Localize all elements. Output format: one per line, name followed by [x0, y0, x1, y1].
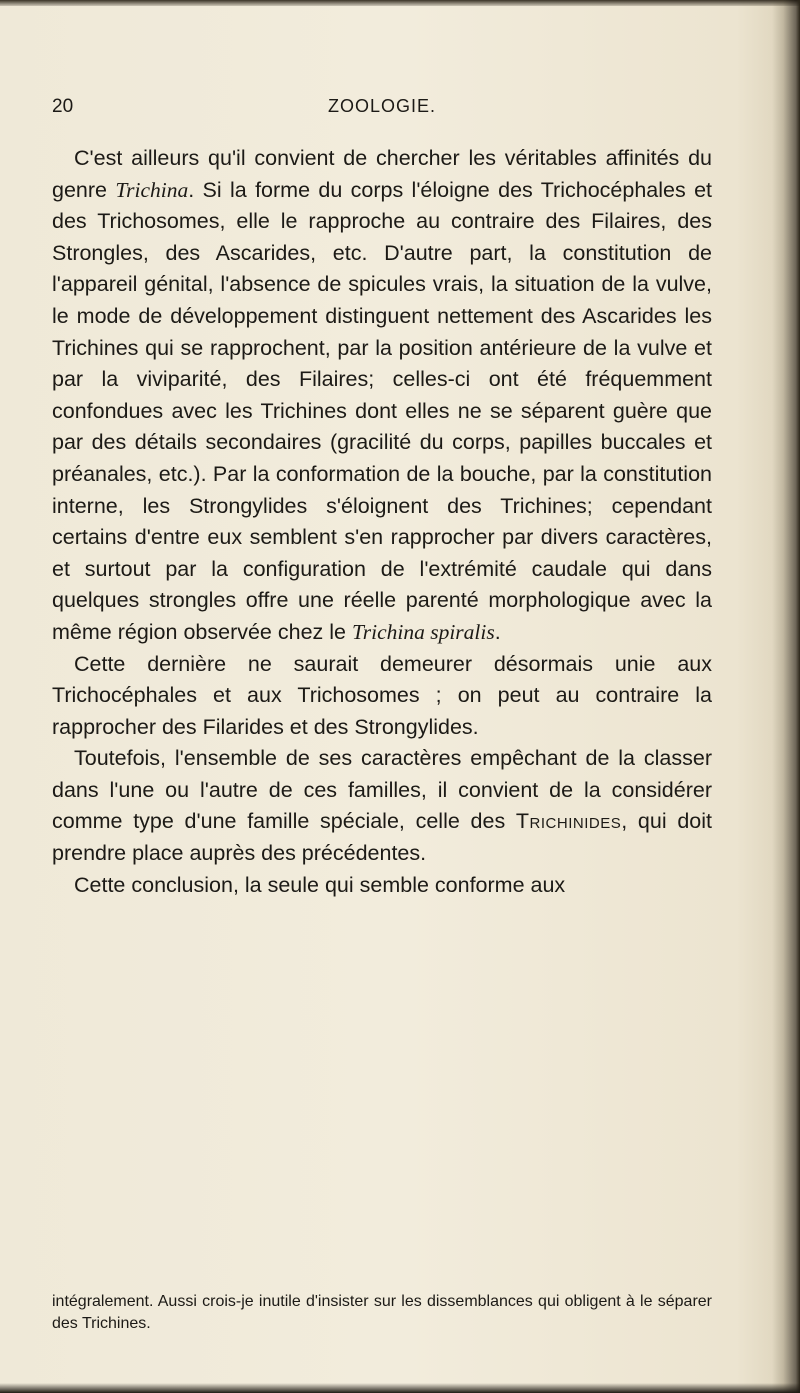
body-text	[52, 143, 712, 901]
paragraph-1	[52, 143, 712, 649]
paragraph-4: Cette conclusion, la seule qui semble conforme aux	[74, 872, 566, 897]
page-binding-shadow	[772, 0, 800, 1393]
footnote-text: intégralement. Aussi crois-je inutile d'insister sur les dissemblances qui obligent à le séparer des Trichines.	[52, 1293, 712, 1332]
page-bottom-shadow	[0, 1383, 800, 1393]
paragraph-1-part-3: .	[494, 619, 501, 644]
paragraph-1-part-2: . Si la forme du corps l'éloigne des Trichocéphales et des Trichosomes, elle le rapproche au contraire des Filaires, des Strongles, des Ascarides, etc. D'autre part, la constitution de l'appareil génital, l'absence de spicules vrais, la situation de la vulve, le mode de développement distinguent nettement des Ascarides les Trichines qui se rapprochent, par la position antérieure de la vulve et par la viviparité, des Filaires; celles-ci ont été fréquemment confondues avec les Trichines dont elles ne se séparent guère que par des détails secondaires (gracilité du corps, papilles buccales et préanales, etc.). Par la conformation de la bouche, par la constitution interne, les Strongylides s'éloignent des Trichines; cependant certains d'entre eux semblent s'en rapprocher par divers caractères, et surtout par la configuration de l'extrémité caudale qui dans quelques strongles offre une réelle parenté morphologique avec la même région observée chez le	[52, 177, 712, 644]
paragraph-3-part-1: Toutefois, l'ensemble de ses caractères empêchant de la classer dans l'une ou l'autre de ces familles, il convient de la considérer comme type d'une famille spéciale, celle des	[52, 746, 712, 834]
page-header	[52, 96, 712, 120]
species-name: Trichina spiralis	[351, 619, 495, 644]
paragraph-2: Cette dernière ne saurait demeurer désormais unie aux Trichocéphales et aux Trichosomes ; on peut au contraire la rapprocher des Filarides et des Strongylides.	[52, 651, 712, 739]
page-number: 20	[52, 96, 74, 117]
page-top-shadow	[0, 0, 800, 6]
running-head: ZOOLOGIE.	[327, 96, 437, 116]
family-name: Trichinides	[515, 809, 622, 834]
genus-name: Trichina	[115, 177, 189, 202]
paragraph-1-part-1: C'est ailleurs qu'il convient de chercher les véritables affinités du genre	[52, 146, 712, 202]
paragraph-3	[52, 743, 712, 869]
paragraph-3-part-2: , qui doit prendre place auprès des précédentes.	[52, 809, 712, 866]
footnote	[52, 1291, 712, 1335]
